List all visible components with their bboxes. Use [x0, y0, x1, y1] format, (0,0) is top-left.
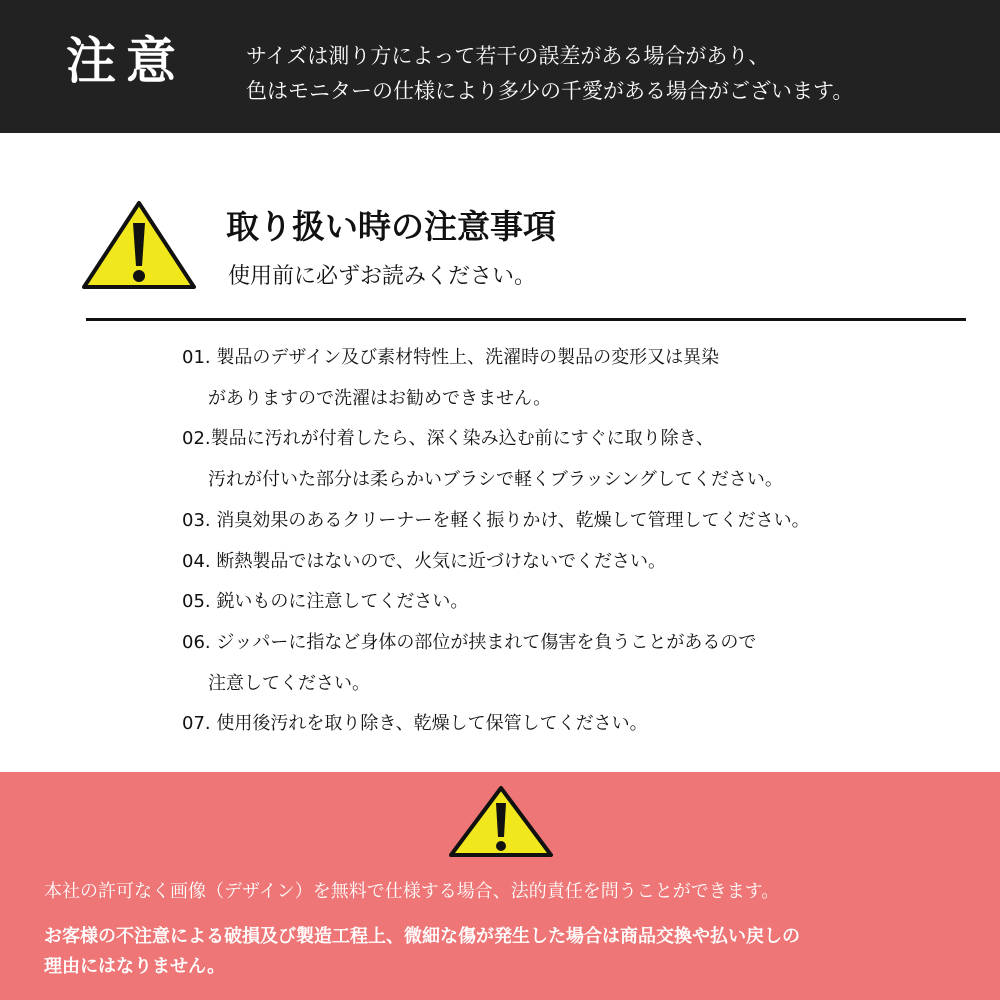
section-subtitle: 使用前に必ずお読みください。 [228, 264, 537, 289]
list-item-03: 03. 消臭効果のあるクリーナーを軽く振りかけ、乾燥して管理してください。 [182, 509, 810, 531]
list-item-01-continued: がありますので洗濯はお勧めできません。 [208, 387, 552, 409]
disclaimer-line: 本社の許可なく画像（デザイン）を無料で仕様する場合、法的責任を問うことができます。 [44, 881, 780, 902]
list-item-05: 05. 鋭いものに注意してください。 [182, 591, 469, 613]
notice-text [246, 39, 986, 109]
divider [86, 318, 966, 321]
warning-triangle-icon [448, 785, 554, 859]
warning-triangle-icon [80, 199, 198, 292]
disclaimer-line: お客様の不注意による破損及び製造工程上、微細な傷が発生した場合は商品交換や払い戻しの [44, 926, 800, 947]
list-item-04: 04. 断熱製品ではないので、火気に近づけないでください。 [182, 550, 666, 572]
list-item-02: 02.製品に汚れが付着したら、深く染み込む前にすぐに取り除き、 [182, 428, 714, 450]
list-item-06-continued: 注意してください。 [208, 672, 370, 694]
disclaimer-line: 理由にはなりません。 [44, 956, 226, 977]
notice-line: サイズは測り方によって若干の誤差がある場合があり、 [246, 44, 770, 68]
caution-list [182, 338, 982, 745]
notice-banner [0, 0, 1000, 133]
section-title: 取り扱い時の注意事項 [226, 207, 556, 246]
list-item-01: 01. 製品のデザイン及び素材特性上、洗濯時の製品の変形又は異染 [182, 347, 720, 368]
list-item-07: 07. 使用後汚れを取り除き、乾燥して保管してください。 [182, 713, 648, 735]
list-item-06: 06. ジッパーに指など身体の部位が挟まれて傷害を負うことがあるので [182, 631, 757, 653]
list-item-02-continued: 汚れが付いた部分は柔らかいブラシで軽くブラッシングしてください。 [208, 469, 783, 491]
notice-line: 色はモニターの仕様により多少の千愛がある場合がございます。 [246, 79, 854, 103]
notice-title: 注意 [66, 32, 186, 90]
